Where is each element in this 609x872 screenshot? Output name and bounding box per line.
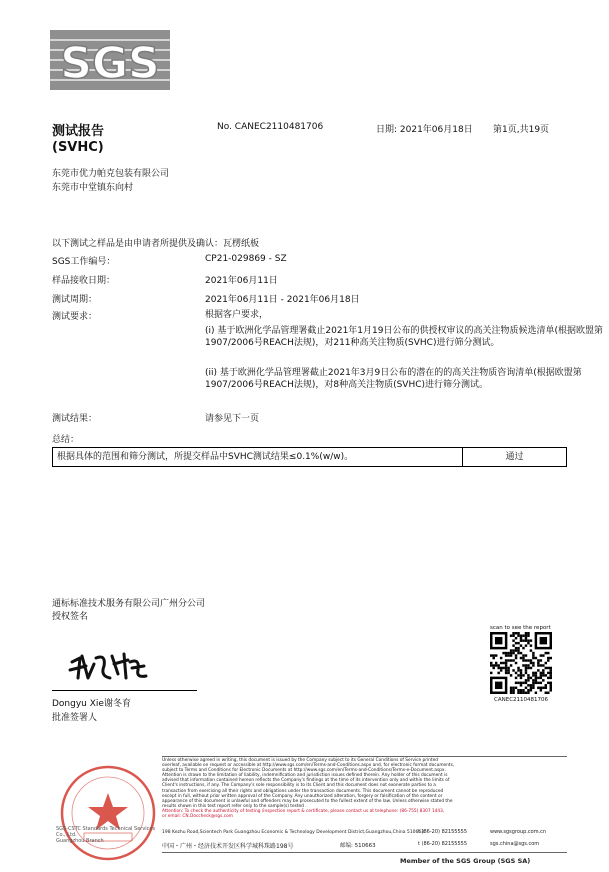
website-link[interactable]: www.sgsgroup.com.cn: [490, 829, 547, 835]
received-date-label: 样品接收日期：: [52, 276, 116, 286]
footer-top-rule: [162, 756, 567, 757]
page-indicator: 第1页,共19页: [493, 125, 550, 135]
disclaimer-line: transaction from exercising all their rights and obligations under the transaction documents. This document cannot be reproduced: [162, 788, 444, 794]
email-link[interactable]: sgs.china@sgs.com: [490, 841, 540, 847]
attention-email[interactable]: or email: CN.Doccheck@sgs.com: [162, 814, 233, 820]
job-number-value: CP21-029869 - SZ: [205, 254, 287, 264]
client-name: 东莞市优力帕克包装有限公司: [52, 169, 170, 179]
requirement-item-2: (ii) 基于欧洲化学品管理署截止2021年3月9日公布的潜在的的高关注物质咨询清单(根据欧盟第1907/2006号REACH法规)，对8种高关注物质(SVHC)进行筛分测试。: [205, 368, 582, 390]
requirement-item-1: (i) 基于欧洲化学品管理署截止2021年1月19日公布的供授权审议的高关注物质候选清单(根据欧盟第1907/2006号REACH法规)，对211种高关注物质(SVHC)进行筛分测试。: [205, 326, 603, 348]
test-period-value: 2021年06月11日 - 2021年06月18日: [205, 295, 360, 305]
result-value: 请参见下一页: [205, 414, 260, 424]
result-label: 测试结果：: [52, 414, 98, 424]
test-period-label: 测试周期：: [52, 295, 98, 305]
seal-line: Guangzhou Branch: [56, 838, 104, 844]
report-number: No. CANEC2110481706: [217, 122, 324, 132]
summary-text: 根据具体的范围和筛分测试，所提交样品中SVHC测试结果≤0.1%(w/w)。: [53, 448, 463, 466]
qr-caption: scan to see the report: [490, 625, 551, 631]
disclaimer-line: appearance of this document is unlawful and offenders may be prosecuted to the fullest extent of the law. Unless otherwise stated the: [162, 798, 453, 804]
disclaimer-line: Attention is drawn to the limitation of liability, indemnification and jurisdiction issues defined therein. Any holder of this document is: [162, 773, 448, 779]
authorized-signature-label: 授权签名: [52, 612, 89, 622]
footer-bottom-rule: [162, 852, 567, 853]
company-seal: [58, 763, 158, 863]
signatory-role: 批准签署人: [52, 713, 98, 723]
telephone-2: t (86-20) 82155555: [418, 841, 468, 847]
received-date-value: 2021年06月11日: [205, 276, 278, 286]
member-statement: Member of the SGS Group (SGS SA): [400, 857, 531, 865]
sample-intro: 以下测试之样品是由申请者所提供及确认：瓦楞纸板: [52, 239, 260, 249]
requirement-label: 测试要求：: [52, 312, 98, 322]
disclaimer-line: advised that information contained hereon reflects the Company's findings at the time of its intervention only and within the limits of: [162, 778, 450, 784]
disclaimer-line: overleaf, available on request or accessible at http://www.sgs.com/en/Terms-and-Conditions.aspx and, for electronic format documents,: [162, 763, 455, 769]
report-title-en: (SVHC): [52, 140, 104, 155]
attention-line: Attention: To check the authenticity of testing /inspection report & certificate, please contact us at telephone: (86-755) 8307 1443,: [162, 808, 445, 814]
disclaimer-line: except in full, without prior written approval of the Company. Any unauthorized alteration, forgery or falsification of the content or: [162, 793, 443, 799]
report-date: 日期: 2021年06月18日: [376, 125, 473, 135]
disclaimer-line: Unless otherwise agreed in writing, this document is issued by the Company subject to its General Conditions of Service printed: [162, 758, 438, 763]
postcode-cn: 邮编: 510663: [340, 843, 376, 849]
address-cn: 中国・广州・经济技术开发区科学城科珠路198号: [162, 843, 294, 850]
qr-code-number: CANEC2110481706: [494, 697, 549, 703]
job-number-label: SGS工作编号：: [52, 257, 116, 267]
signatory-name: Dongyu Xie谢冬育: [52, 699, 131, 709]
telephone-1: t (86-20) 82155555: [418, 829, 468, 835]
svg-text:SGS: SGS: [60, 38, 160, 89]
address-en: 198 Kezhu Road,Scientech Park Guangzhou Economic & Technology Development District,Guangzhou,China 510663: [162, 830, 425, 835]
summary-label: 总结：: [52, 435, 80, 445]
requirement-intro: 根据客户要求，: [205, 310, 269, 320]
handwritten-signature: [66, 648, 156, 688]
disclaimer-line: subject to Terms and Conditions for Electronic Documents at http://www.sgs.com/en/Terms-and-Conditions/Terms-e-Document.aspx.: [162, 768, 446, 774]
client-address: 东莞市中堂镇东向村: [52, 183, 134, 193]
seal-line: SGS-CSTC Standards Technical Services Co., Ltd.: [56, 826, 156, 838]
sgs-logo: [50, 30, 170, 90]
disclaimer: [162, 758, 567, 819]
qr-code[interactable]: [490, 632, 552, 694]
disclaimer-line: Client's instructions, if any. The Company's sole responsibility is to its Client and this document does not exonerate parties to a: [162, 783, 436, 789]
seal-company-text: [56, 826, 166, 844]
summary-verdict: 通过: [505, 452, 524, 462]
disclaimer-line: results shown in this test report refer only to the sample(s) tested .: [162, 803, 307, 809]
signatory-company: 通标标准技术服务有限公司广州分公司: [52, 599, 206, 609]
signature-line: [52, 690, 197, 691]
summary-table: [52, 447, 567, 467]
report-title-cn: 测试报告: [52, 124, 105, 139]
